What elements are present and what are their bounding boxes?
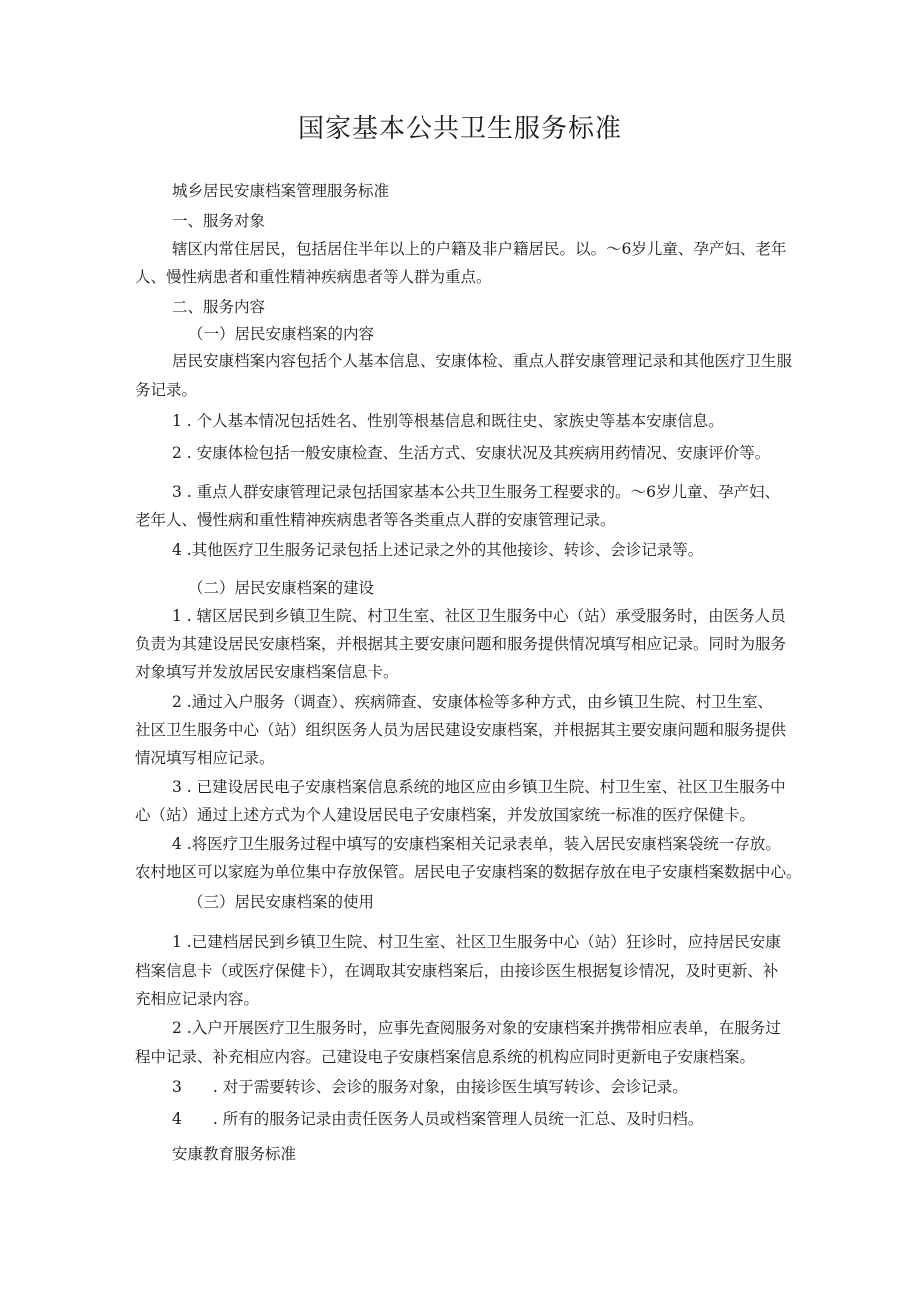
paragraph-line: 居民安康档案内容包括个人基本信息、安康体检、重点人群安康管理记录和其他医疗卫生服 [172,352,793,370]
subheading: （一）居民安康档案的内容 [188,325,375,343]
section-title: 城乡居民安康档案管理服务标准 [172,182,390,200]
list-item: 2 . 安康体检包括一般安康检查、生活方式、安康状况及其疾病用药情况、安康评价等。 [172,444,771,462]
paragraph-line: 务记录。 [135,381,198,399]
list-item: 1 . 个人基本情况包括姓名、性别等根基信息和既往史、家族史等基本安康信息。 [172,412,724,430]
paragraph-line: 人、慢性病患者和重性精神疾病患者等人群为重点。 [135,268,492,286]
paragraph-line: 农村地区可以家庭为单位集中存放保管。居民电子安康档案的数据存放在电子安康档案数据中心。 [135,863,802,881]
paragraph-line: 充相应记录内容。 [135,990,260,1008]
subheading: （三）居民安康档案的使用 [188,893,375,911]
list-item: 2 .入户开展医疗卫生服务时，应事先查阅服务对象的安康档案并携带相应表单，在服务过 [172,1019,781,1037]
list-item: 3 . 对于需要转诊、会诊的服务对象，由接诊医生填写转诊、会诊记录。 [172,1078,688,1096]
paragraph-line: 负责为其建设居民安康档案，并根据其主要安康问题和服务提供情况填写相应记录。同时为服务 [135,635,787,653]
section-title: 安康教育服务标准 [172,1145,297,1163]
paragraph-line: 情况填写相应记录。 [135,749,275,767]
list-item: 3 . 重点人群安康管理记录包括国家基本公共卫生服务工程要求的。～6岁儿童、孕产妇、 [172,483,781,501]
subheading: （二）居民安康档案的建设 [188,579,375,597]
paragraph-line: 心（站）通过上述方式为个人建设居民电子安康档案，并发放国家统一标准的医疗保健卡。 [135,806,756,824]
list-item: 4 . 所有的服务记录由责任医务人员或档案管理人员统一汇总、及时归档。 [172,1110,704,1128]
paragraph-line: 老年人、慢性病和重性精神疾病患者等各类重点人群的安康管理记录。 [135,511,616,529]
paragraph-line: 社区卫生服务中心（站）组织医务人员为居民建设安康档案，并根据其主要安康问题和服务提供 [135,721,787,739]
paragraph-line: 档案信息卡（或医疗保健卡），在调取其安康档案后，由接诊医生根据复诊情况，及时更新、补 [135,962,779,980]
paragraph-line: 程中记录、补充相应内容。己建设电子安康档案信息系统的机构应同时更新电子安康档案。 [135,1048,756,1066]
list-item: 4 .其他医疗卫生服务记录包括上述记录之外的其他接诊、转诊、会诊记录等。 [172,541,704,559]
list-item: 3 . 已建设居民电子安康档案信息系统的地区应由乡镇卫生院、村卫生室、社区卫生服务中 [172,778,786,796]
heading: 二、服务内容 [172,298,266,316]
heading: 一、服务对象 [172,212,266,230]
page-title: 国家基本公共卫生服务标准 [297,114,622,144]
list-item: 4 .将医疗卫生服务过程中填写的安康档案相关记录表单，装入居民安康档案袋统一存放。 [172,835,781,853]
list-item: 1 . 辖区居民到乡镇卫生院、村卫生室、社区卫生服务中心（站）承受服务时，由医务人员 [172,607,786,625]
list-item: 1 .已建档居民到乡镇卫生院、村卫生室、社区卫生服务中心（站）狂诊时，应持居民安康 [172,933,781,951]
list-item: 2 .通过入户服务（调查）、疾病筛查、安康体检等多种方式，由乡镇卫生院、村卫生室、 [172,693,773,711]
paragraph-line: 对象填写并发放居民安康档案信息卡。 [135,663,399,681]
paragraph-line: 辖区内常住居民，包括居住半年以上的户籍及非户籍居民。以。～6岁儿童、孕产妇、老年 [172,240,787,258]
